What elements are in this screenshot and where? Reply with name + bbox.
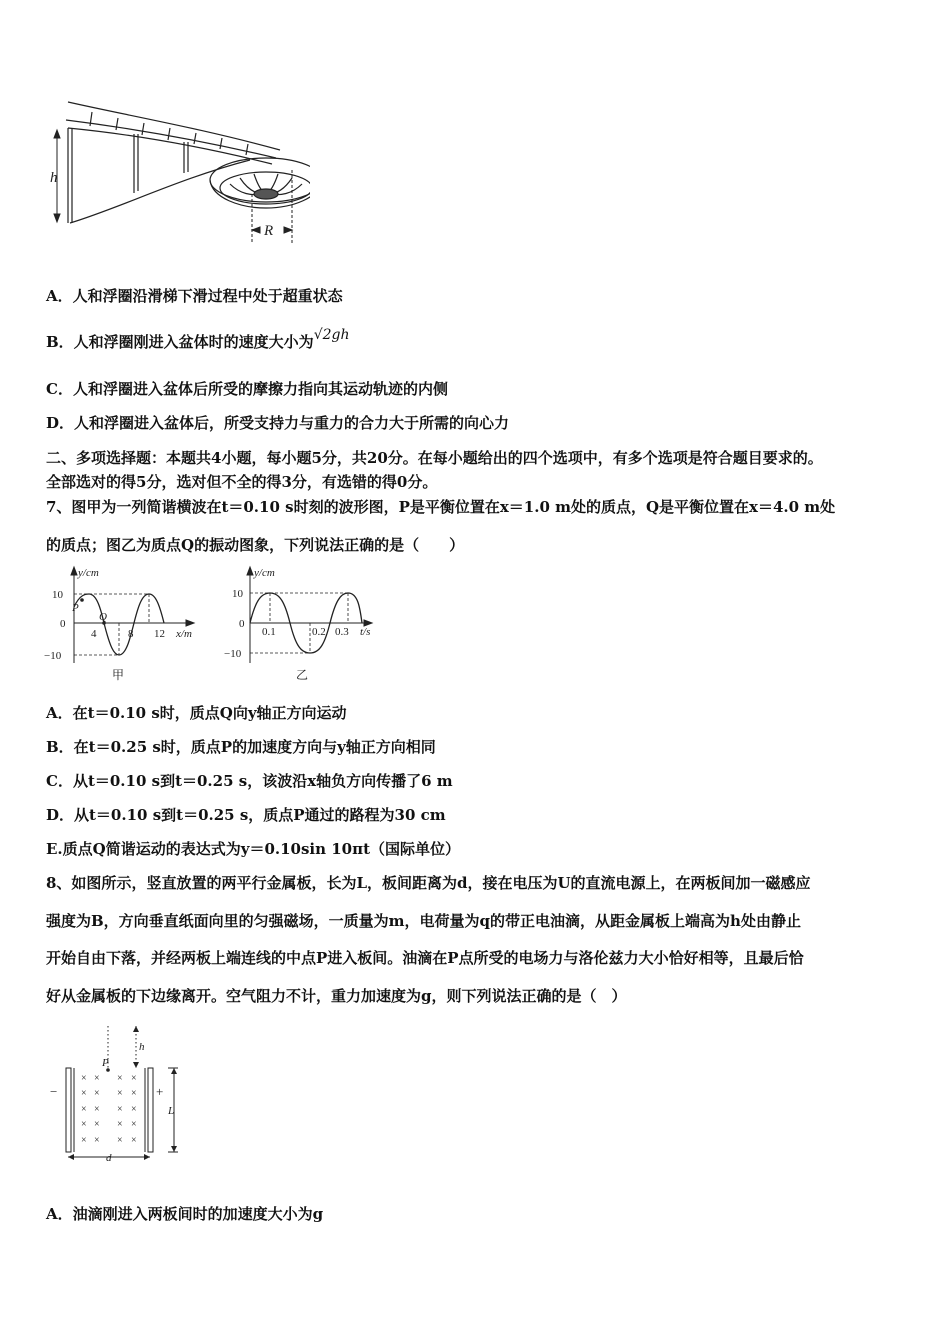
field-cross: ×	[131, 1073, 137, 1084]
q6-option-d: D．人和浮圈进入盆体后，所受支持力与重力的合力大于所需的向心力	[46, 414, 510, 432]
jia-xtick-4: 4	[91, 628, 97, 640]
field-cross: ×	[117, 1119, 123, 1130]
yi-ylabel: y/cm	[254, 567, 275, 579]
jia-ylabel: y/cm	[78, 567, 99, 579]
q7-option-d: D．从t＝0.10 s到t＝0.25 s，质点P通过的路程为30 cm	[46, 806, 446, 824]
yi-ytick-0: 0	[239, 618, 245, 630]
jia-q-label: Q	[99, 611, 107, 623]
field-cross: ×	[94, 1135, 100, 1146]
q6-option-b	[46, 327, 350, 353]
r-label: R	[264, 223, 274, 239]
field-cross: ×	[94, 1088, 100, 1099]
q8-option-a: A．油滴刚进入两板间时的加速度大小为g	[46, 1205, 324, 1223]
field-cross: ×	[81, 1088, 87, 1099]
q8-stem-line2: 强度为B，方向垂直纸面向里的匀强磁场，一质量为m，电荷量为q的带正电油滴，从距金属板上端高为h处由静止	[46, 912, 801, 930]
p-label: P	[102, 1057, 109, 1069]
field-cross: ×	[94, 1104, 100, 1115]
field-cross: ×	[131, 1119, 137, 1130]
minus-sign: −	[50, 1084, 58, 1099]
field-cross: ×	[131, 1135, 137, 1146]
field-cross: ×	[117, 1135, 123, 1146]
yi-xtick-0-2: 0.2	[312, 626, 326, 638]
jia-ytick-10: 10	[52, 589, 63, 601]
field-cross: ×	[81, 1104, 87, 1115]
q8-stem-line4: 好从金属板的下边缘离开。空气阻力不计，重力加速度为g，则下列说法正确的是（ ）	[46, 987, 627, 1005]
h-label: h	[50, 170, 58, 186]
q6-option-c: C．人和浮圈进入盆体后所受的摩擦力指向其运动轨迹的内侧	[46, 380, 448, 398]
q7-option-b: B．在t＝0.25 s时，质点P的加速度方向与y轴正方向相同	[46, 738, 436, 756]
vibration-graph-yi	[222, 563, 382, 685]
section2-line1: 二、多项选择题：本题共4小题，每小题5分，共20分。在每小题给出的四个选项中，有多个选项是符合题目要求的。	[46, 449, 823, 467]
q7-option-a: A．在t＝0.10 s时，质点Q向y轴正方向运动	[46, 704, 347, 722]
field-cross: ×	[81, 1135, 87, 1146]
yi-ytick-10: 10	[232, 588, 243, 600]
field-cross: ×	[131, 1104, 137, 1115]
jia-ytick-0: 0	[60, 618, 66, 630]
plus-sign: +	[156, 1084, 164, 1099]
q6-option-a: A．人和浮圈沿滑梯下滑过程中处于超重状态	[46, 287, 343, 305]
l-label: L	[168, 1105, 175, 1117]
yi-ytick-neg10: −10	[224, 648, 242, 660]
yi-xtick-0-3: 0.3	[335, 626, 349, 638]
jia-caption: 甲	[112, 668, 125, 682]
field-cross: ×	[131, 1088, 137, 1099]
field-cross: ×	[117, 1088, 123, 1099]
wave-graph-jia	[40, 563, 200, 685]
jia-xtick-12: 12	[154, 628, 165, 640]
d-label: d	[106, 1152, 112, 1164]
q8-stem-line3: 开始自由下落，并经两板上端连线的中点P进入板间。油滴在P点所受的电场力与洛伦兹力大小恰好相等，且最后恰	[46, 949, 804, 967]
field-cross: ×	[94, 1073, 100, 1084]
field-cross: ×	[81, 1119, 87, 1130]
yi-xtick-0-1: 0.1	[262, 626, 276, 638]
h-label: h	[139, 1041, 145, 1053]
q6-option-b-formula: √2gh	[313, 327, 350, 343]
q7-option-e: E.质点Q简谐运动的表达式为y＝0.10sin 10πt（国际单位）	[46, 840, 461, 858]
jia-ytick-neg10: −10	[44, 650, 62, 662]
field-cross: ×	[94, 1119, 100, 1130]
jia-p-label: P	[72, 602, 79, 614]
parallel-plates-figure	[44, 1024, 194, 1164]
q7-option-c: C．从t＝0.10 s到t＝0.25 s，该波沿x轴负方向传播了6 m	[46, 772, 453, 790]
magnetic-field-crosses	[81, 1073, 137, 1146]
q6-option-b-text: B．人和浮圈刚进入盆体时的速度大小为	[46, 333, 314, 351]
q8-stem-line1: 8、如图所示，竖直放置的两平行金属板，长为L，板间距离为d，接在电压为U的直流电源上，在两板间加一磁感应	[46, 874, 811, 892]
yi-caption: 乙	[296, 668, 309, 682]
field-cross: ×	[117, 1104, 123, 1115]
q7-stem-line2: 的质点；图乙为质点Q的振动图象，下列说法正确的是（ ）	[46, 536, 465, 554]
yi-xlabel: t/s	[360, 626, 371, 638]
jia-xlabel: x/m	[176, 628, 192, 640]
q7-stem-line1: 7、图甲为一列简谐横波在t＝0.10 s时刻的波形图，P是平衡位置在x＝1.0 m处的质点，Q是平衡位置在x＝4.0 m处	[46, 498, 836, 516]
field-cross: ×	[81, 1073, 87, 1084]
section2-line2: 全部选对的得5分，选对但不全的得3分，有选错的得0分。	[46, 473, 438, 491]
field-cross: ×	[117, 1073, 123, 1084]
jia-xtick-8: 8	[128, 628, 134, 640]
water-slide-figure	[40, 98, 310, 250]
